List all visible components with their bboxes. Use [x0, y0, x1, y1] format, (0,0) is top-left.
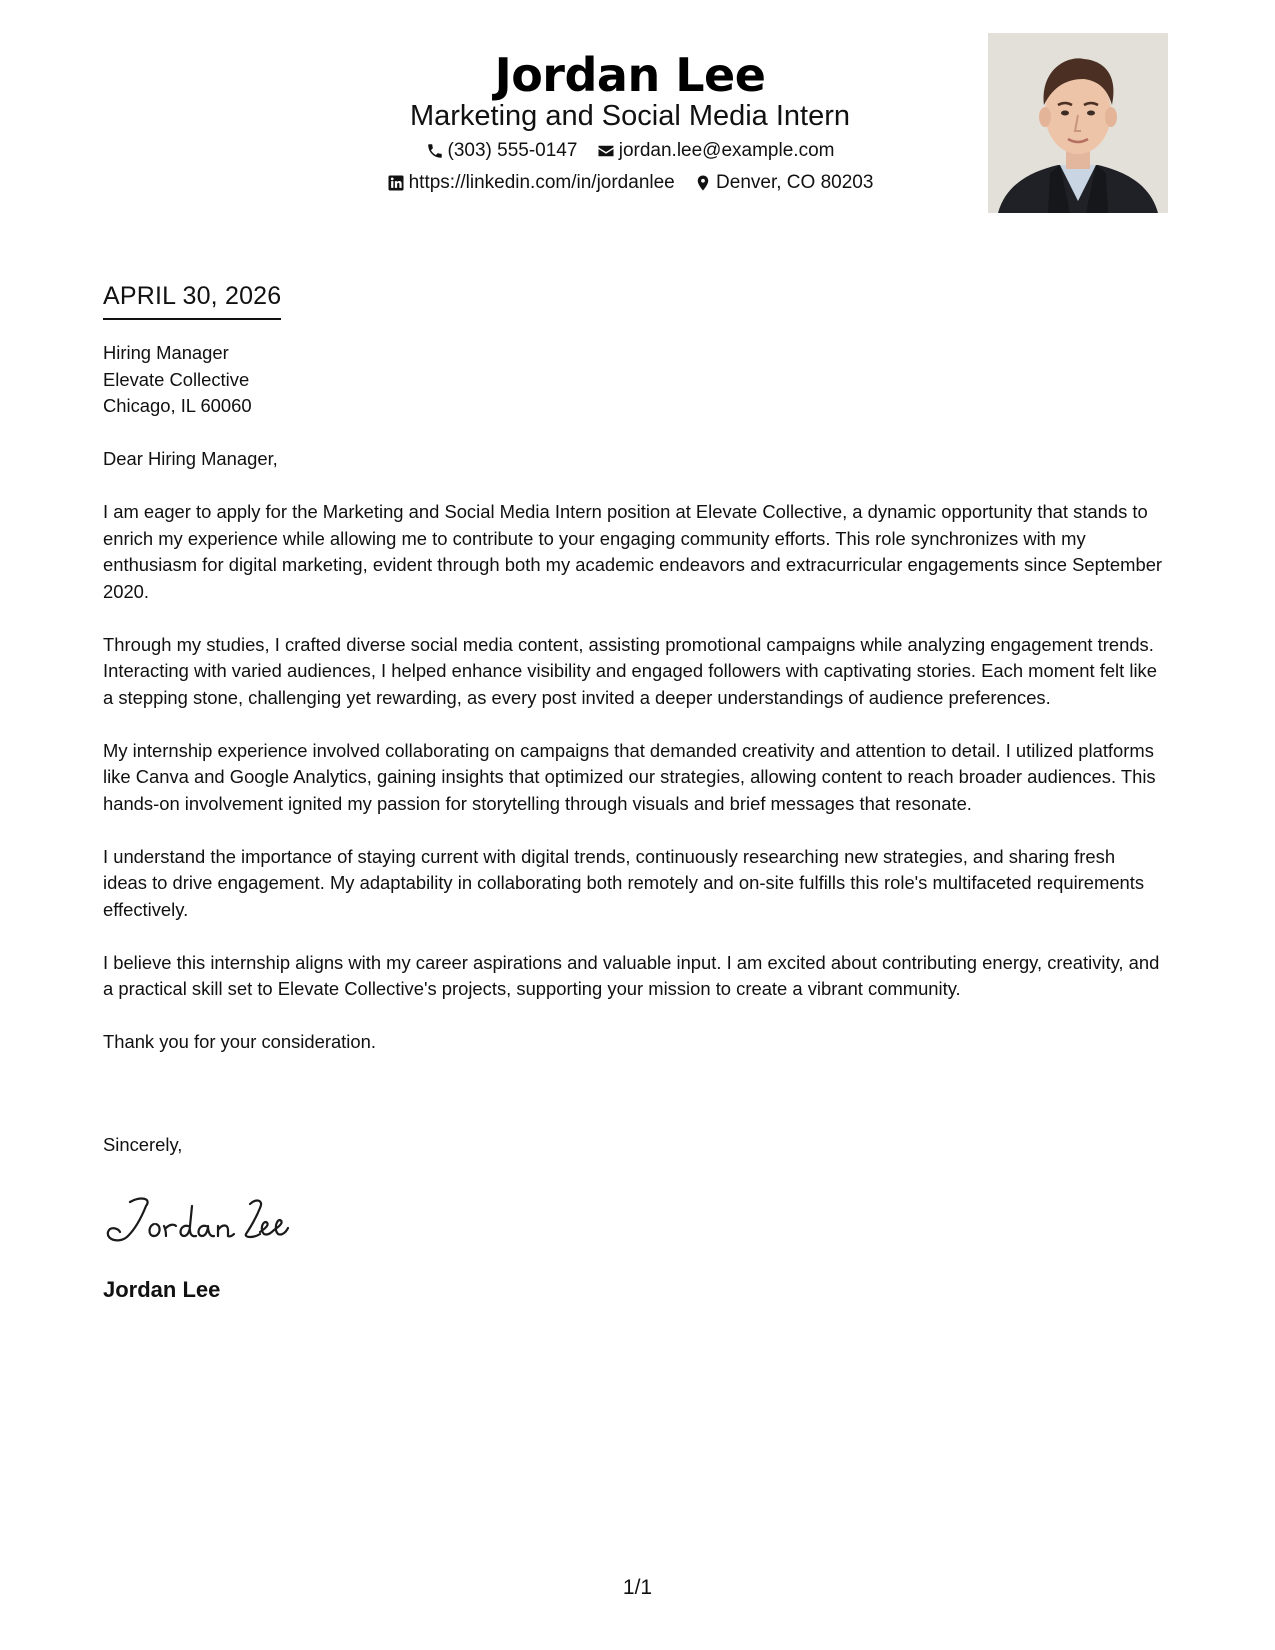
contact-linkedin[interactable] [387, 170, 675, 196]
closing-line: Sincerely, [103, 1134, 183, 1155]
profile-photo [988, 33, 1168, 213]
signature-illustration [100, 1190, 290, 1250]
recipient-line-1: Hiring Manager [103, 342, 229, 363]
profile-photo-illustration [988, 33, 1168, 213]
body-paragraph-4: I understand the importance of staying current with digital trends, continuously researching new strategies, and sharing fresh ideas to drive engagement. My adaptability in collaborating both remotely and on-site fulfills this role's multifaceted requirements effectively. [103, 845, 1145, 920]
recipient-line-3: Chicago, IL 60060 [103, 395, 252, 416]
email-text: jordan.lee@example.com [618, 140, 835, 161]
letter-body [103, 340, 1163, 1082]
contact-phone[interactable] [426, 138, 578, 164]
body-paragraph-1: I am eager to apply for the Marketing and Social Media Intern position at Elevate Collective, a dynamic opportunity that stands to enrich my experience while allowing me to contribute to your engaging community efforts. This role synchronizes with my enthusiasm for digital marketing, evident through both my academic endeavors and extracurricular engagements since September 2020. [103, 501, 1163, 602]
salutation: Dear Hiring Manager, [103, 448, 278, 469]
envelope-icon [597, 142, 615, 160]
signed-name: Jordan Lee [103, 1277, 221, 1302]
body-paragraph-5: I believe this internship aligns with my career aspirations and valuable input. I am excited about contributing energy, creativity, and a practical skill set to Elevate Collective's projects, supporting your mission to create a vibrant community. [103, 951, 1160, 999]
linkedin-text: https://linkedin.com/in/jordanlee [408, 172, 675, 193]
handwritten-signature [100, 1190, 290, 1250]
page-number: 1/1 [622, 1576, 653, 1599]
body-paragraph-3: My internship experience involved collaborating on campaigns that demanded creativity and attention to detail. I utilized platforms like Canva and Google Analytics, gaining insights that optimized our strategies, allowing content to reach broader audiences. This hands-on involvement ignited my passion for storytelling through visuals and brief messages that resonate. [103, 739, 1156, 814]
linkedin-icon [387, 174, 405, 192]
contact-location [694, 170, 873, 196]
thank-you-line: Thank you for your consideration. [103, 1031, 376, 1052]
applicant-name: Jordan Lee [494, 48, 766, 102]
phone-icon [426, 142, 444, 160]
phone-text: (303) 555-0147 [447, 140, 578, 161]
letter-header [0, 0, 1275, 240]
contact-email[interactable] [597, 138, 835, 164]
location-text: Denver, CO 80203 [716, 172, 874, 193]
recipient-address [103, 340, 1163, 420]
recipient-line-2: Elevate Collective [103, 368, 250, 390]
body-paragraph-2: Through my studies, I crafted diverse social media content, assisting promotional campaigns while analyzing engagement trends. Interacting with varied audiences, I helped enhance visibility and engaged followers with captivating stories. Each moment felt like a stepping stone, challenging yet rewarding, as every post invited a deeper understandings of audience preferences. [103, 633, 1157, 708]
applicant-job-title: Marketing and Social Media Intern [409, 100, 851, 132]
letter-date: APRIL 30, 2026 [103, 280, 281, 320]
map-pin-icon [694, 174, 712, 192]
